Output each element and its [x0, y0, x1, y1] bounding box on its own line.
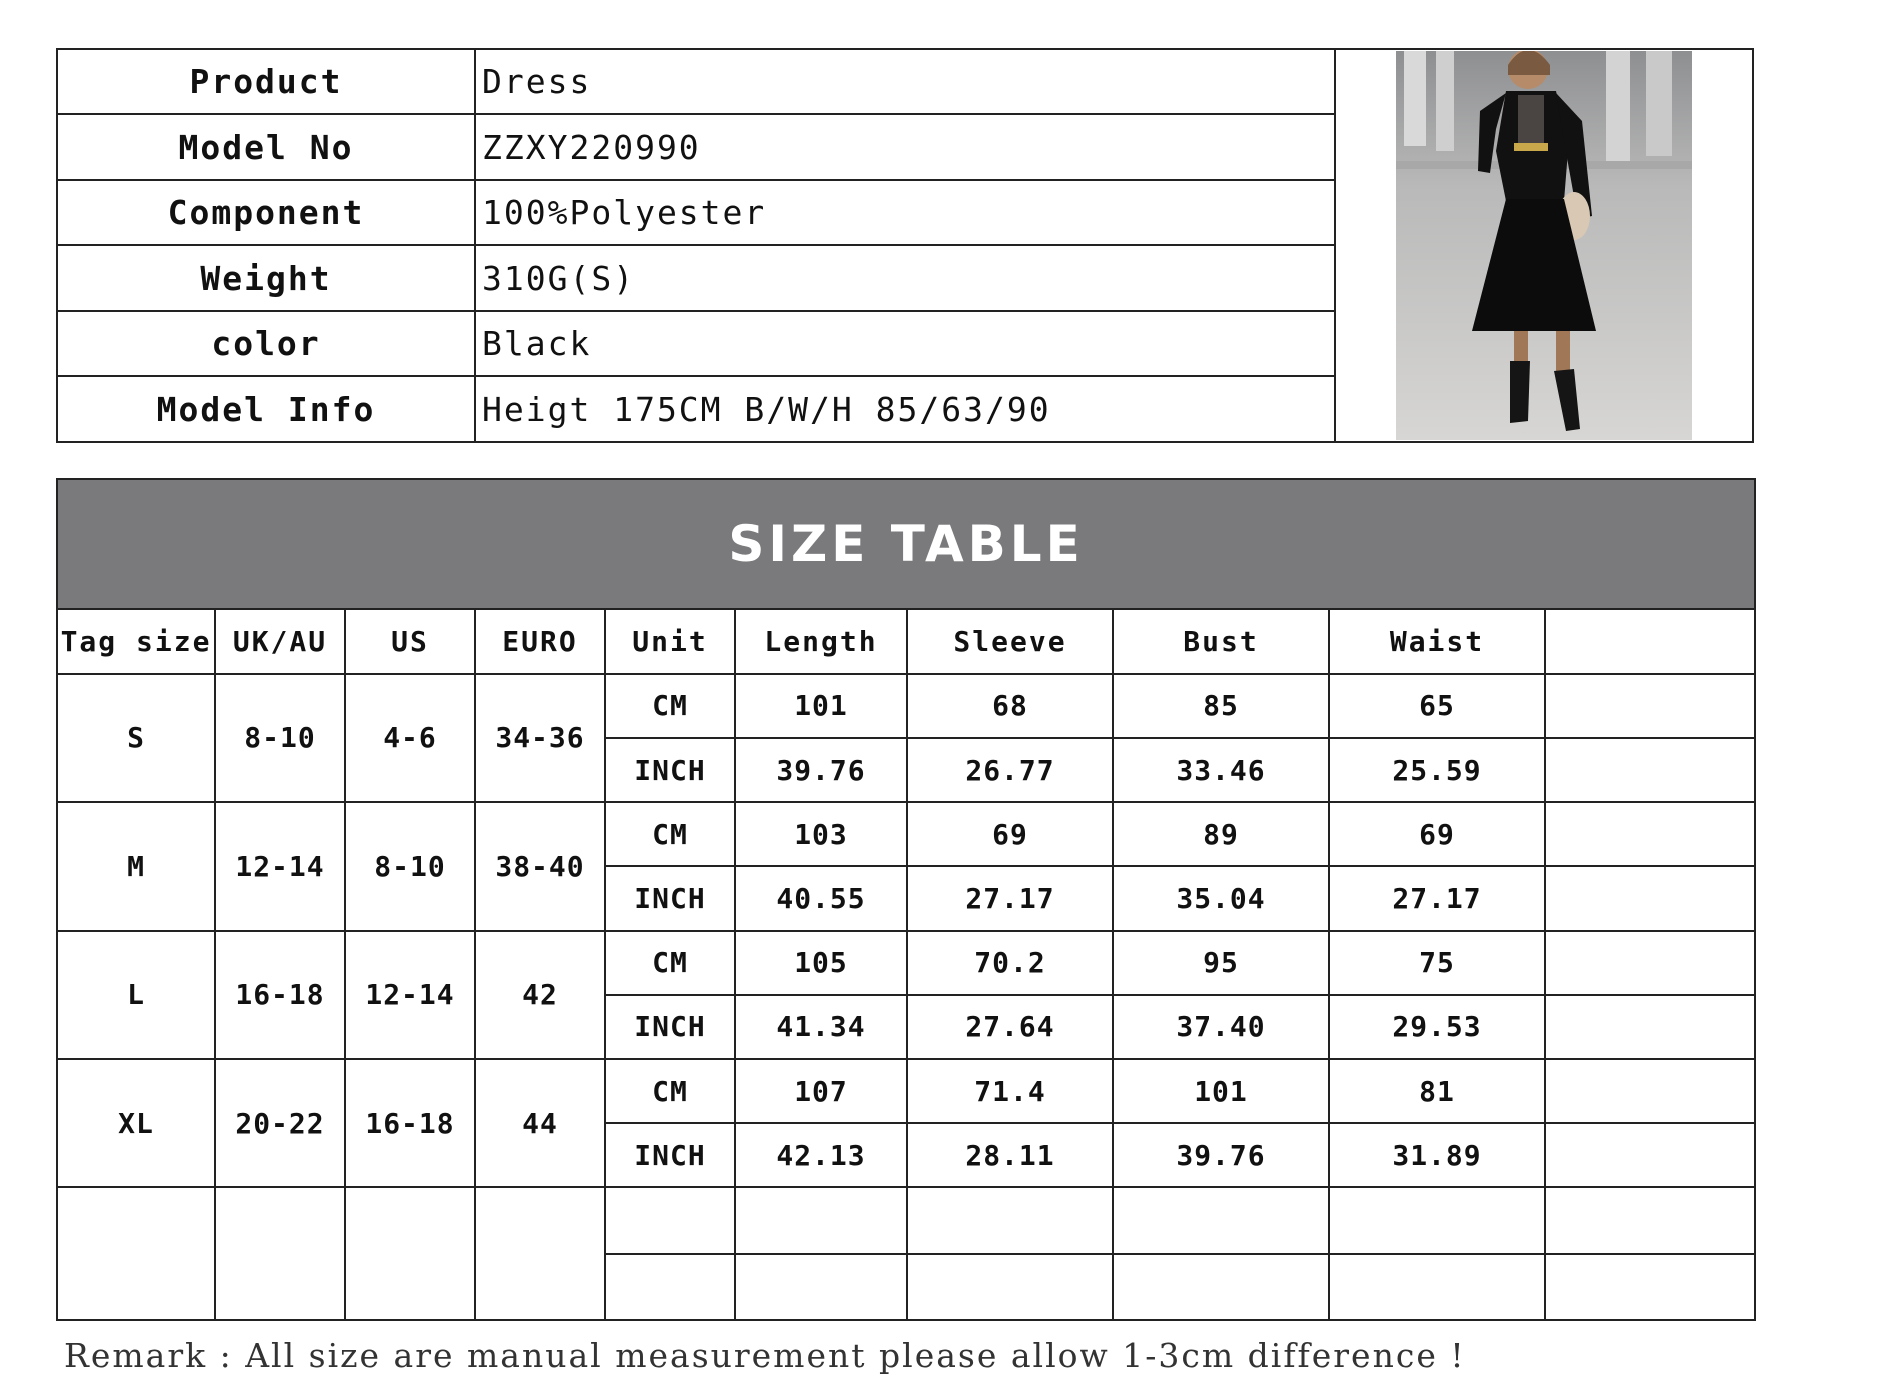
bust-cell: 33.46 — [1113, 738, 1329, 802]
unit-cell: INCH — [605, 1123, 735, 1187]
info-value: 100%Polyester — [475, 180, 1335, 245]
sleeve-cell: 69 — [907, 802, 1113, 866]
info-label: Product — [57, 49, 475, 114]
euro-cell: 44 — [475, 1059, 605, 1187]
blank-row — [57, 1187, 1755, 1253]
uk-au-cell: 20-22 — [215, 1059, 345, 1187]
us-cell: 4-6 — [345, 674, 475, 802]
waist-cell: 25.59 — [1329, 738, 1545, 802]
us-cell: 8-10 — [345, 802, 475, 930]
waist-cell: 31.89 — [1329, 1123, 1545, 1187]
info-value: Dress — [475, 49, 1335, 114]
empty-cell — [1545, 1254, 1755, 1320]
unit-cell: CM — [605, 1059, 735, 1123]
size-row-l-cm — [57, 931, 1755, 995]
length-cell: 40.55 — [735, 866, 907, 930]
empty-cell — [735, 1254, 907, 1320]
bust-cell: 95 — [1113, 931, 1329, 995]
column-header-euro: EURO — [475, 609, 605, 673]
info-value: Heigt 175CM B/W/H 85/63/90 — [475, 376, 1335, 442]
size-row-m-cm — [57, 802, 1755, 866]
length-cell: 107 — [735, 1059, 907, 1123]
unit-cell: CM — [605, 931, 735, 995]
size-table — [56, 478, 1756, 1321]
unit-cell: CM — [605, 674, 735, 738]
bust-cell: 39.76 — [1113, 1123, 1329, 1187]
length-cell: 105 — [735, 931, 907, 995]
size-table-title: SIZE TABLE — [57, 479, 1755, 609]
us-cell: 12-14 — [345, 931, 475, 1059]
size-table-title-row — [57, 479, 1755, 609]
column-header-unit: Unit — [605, 609, 735, 673]
waist-cell: 29.53 — [1329, 995, 1545, 1059]
uk-au-cell: 8-10 — [215, 674, 345, 802]
sleeve-cell: 70.2 — [907, 931, 1113, 995]
empty-cell — [1545, 1059, 1755, 1123]
info-value: Black — [475, 311, 1335, 376]
info-value: ZZXY220990 — [475, 114, 1335, 179]
us-cell: 16-18 — [345, 1059, 475, 1187]
empty-cell — [1545, 866, 1755, 930]
remark-note: Remark : All size are manual measurement please allow 1-3cm difference ! — [64, 1336, 1466, 1375]
sleeve-cell: 27.17 — [907, 866, 1113, 930]
empty-cell — [605, 1254, 735, 1320]
empty-cell — [1329, 1254, 1545, 1320]
sleeve-cell: 68 — [907, 674, 1113, 738]
empty-cell — [907, 1187, 1113, 1253]
tag-size-cell: M — [57, 802, 215, 930]
column-header-empty — [1545, 609, 1755, 673]
info-label: Weight — [57, 245, 475, 310]
empty-cell — [1545, 995, 1755, 1059]
tag-size-cell: S — [57, 674, 215, 802]
unit-cell: INCH — [605, 866, 735, 930]
bust-cell: 37.40 — [1113, 995, 1329, 1059]
empty-cell — [1545, 674, 1755, 738]
uk-au-cell: 12-14 — [215, 802, 345, 930]
empty-cell — [907, 1254, 1113, 1320]
info-label: Component — [57, 180, 475, 245]
bust-cell: 101 — [1113, 1059, 1329, 1123]
waist-cell: 65 — [1329, 674, 1545, 738]
info-row-product — [57, 49, 1753, 114]
unit-cell: INCH — [605, 738, 735, 802]
empty-cell — [57, 1187, 215, 1320]
column-header-bust: Bust — [1113, 609, 1329, 673]
length-cell: 42.13 — [735, 1123, 907, 1187]
waist-cell: 81 — [1329, 1059, 1545, 1123]
size-row-xl-cm — [57, 1059, 1755, 1123]
info-label: Model No — [57, 114, 475, 179]
product-photo — [1396, 51, 1692, 440]
length-cell: 41.34 — [735, 995, 907, 1059]
sleeve-cell: 71.4 — [907, 1059, 1113, 1123]
empty-cell — [475, 1187, 605, 1320]
info-label: Model Info — [57, 376, 475, 442]
length-cell: 39.76 — [735, 738, 907, 802]
empty-cell — [1545, 1123, 1755, 1187]
empty-cell — [1113, 1187, 1329, 1253]
empty-cell — [1545, 1187, 1755, 1253]
product-photo-cell — [1335, 49, 1753, 442]
empty-cell — [605, 1187, 735, 1253]
column-header-us: US — [345, 609, 475, 673]
tag-size-cell: L — [57, 931, 215, 1059]
waist-cell: 75 — [1329, 931, 1545, 995]
column-header-uk-au: UK/AU — [215, 609, 345, 673]
empty-cell — [735, 1187, 907, 1253]
sleeve-cell: 28.11 — [907, 1123, 1113, 1187]
sleeve-cell: 27.64 — [907, 995, 1113, 1059]
empty-cell — [1329, 1187, 1545, 1253]
column-header-length: Length — [735, 609, 907, 673]
empty-cell — [345, 1187, 475, 1320]
empty-cell — [1113, 1254, 1329, 1320]
euro-cell: 34-36 — [475, 674, 605, 802]
size-table-header-row — [57, 609, 1755, 673]
euro-cell: 42 — [475, 931, 605, 1059]
empty-cell — [1545, 931, 1755, 995]
bust-cell: 89 — [1113, 802, 1329, 866]
info-value: 310G(S) — [475, 245, 1335, 310]
column-header-sleeve: Sleeve — [907, 609, 1113, 673]
tag-size-cell: XL — [57, 1059, 215, 1187]
waist-cell: 27.17 — [1329, 866, 1545, 930]
size-row-s-cm — [57, 674, 1755, 738]
unit-cell: CM — [605, 802, 735, 866]
length-cell: 103 — [735, 802, 907, 866]
sleeve-cell: 26.77 — [907, 738, 1113, 802]
unit-cell: INCH — [605, 995, 735, 1059]
info-label: color — [57, 311, 475, 376]
empty-cell — [1545, 802, 1755, 866]
column-header-waist: Waist — [1329, 609, 1545, 673]
empty-cell — [215, 1187, 345, 1320]
uk-au-cell: 16-18 — [215, 931, 345, 1059]
euro-cell: 38-40 — [475, 802, 605, 930]
length-cell: 101 — [735, 674, 907, 738]
product-info-table — [56, 48, 1754, 443]
bust-cell: 85 — [1113, 674, 1329, 738]
bust-cell: 35.04 — [1113, 866, 1329, 930]
column-header-tag-size: Tag size — [57, 609, 215, 673]
empty-cell — [1545, 738, 1755, 802]
waist-cell: 69 — [1329, 802, 1545, 866]
